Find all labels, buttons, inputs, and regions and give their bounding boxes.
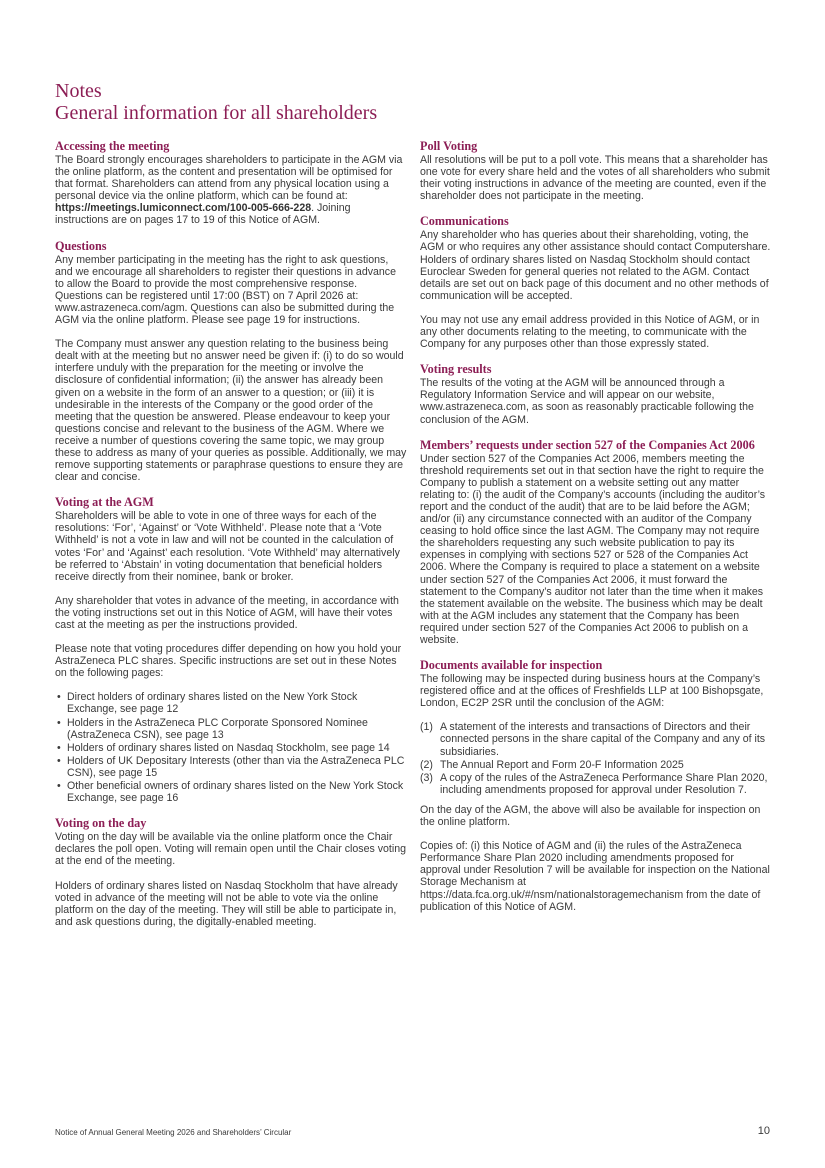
list-item-number: (3) [420,771,433,784]
section-communications [420,215,772,350]
title-line-notes: Notes [55,80,102,102]
heading-accessing-meeting: Accessing the meeting [55,139,170,153]
heading-voting-at-agm: Voting at the AGM [55,495,154,510]
results-paragraph: The results of the voting at the AGM will be announced through a Regulatory Information Service and will appear on our website, www.astrazeneca.com, as soon as reasonably practicable following the conclusion of the AGM. [420,377,754,426]
members-paragraph: Under section 527 of the Companies Act 2006, members meeting the threshold requirements set out in that section have the right to require the Company to publish a statement on a website setting out any matter relating to: (i) the audit of the Company’s accounts (including the auditor’s report and the conduct of the audit) that are to be laid before the AGM; and/or (ii) any circumstance connected with an auditor of the Company ceasing to hold office since the last AGM. The Company may not require the shareholders requesting any such website publication to pay its expenses in complying with sections 527 or 528 of the Companies Act 2006. Where the Company is required to place a statement on a website under section 527 of the Companies Act 2006, it must forward the statement to the Company’s auditor not later than the time when it makes the statement available on the website. The business which may be dealt with at the AGM includes any statement that the Company has been required under section 527 of the Companies Act 2006 to publish on a website. [420,452,766,646]
questions-paragraph-2: The Company must answer any question relating to the business being dealt with at the meeting but no answer need be given if: (i) to do so would interfere unduly with the preparation for the meeting or involve the disclosure of confidential information; (ii) the answer has already been given on a website in the form of an answer to a question; or (iii) it is undesirable in the interests of the Company or the good order of the meeting that the question be answered. Please endeavour to keep your questions concise and relevant to the business of the AGM. Where we receive a number of questions covering the same topic, we may group these to address as many of your queries as possible. Additionally, we may remove supporting statements or paraphrase questions to ensure they are clear and concise. [55,338,407,484]
poll-paragraph: All resolutions will be put to a poll vote. This means that a shareholder has one vote for every share held and the votes of all shareholders who submit their voting instructions in advance of the meeting are counted, even if the shareholder does not participate in the meeting. [420,154,770,203]
list-item: • Holders in the AstraZeneca PLC Corporate Sponsored Nominee (AstraZeneca CSN), see page 13 [55,717,407,741]
section-documents-inspection [420,659,772,913]
voting-day-paragraph-1: Voting on the day will be available via the online platform once the Chair declares the poll open. Voting will remain open until the Chair closes voting at the end of the meeting. [55,831,406,868]
communications-paragraph-1: Any shareholder who has queries about their shareholding, voting, the AGM or who requires any other assistance should contact Computershare. Holders of ordinary shares listed on Nasdaq Stockholm should contact Euroclear Sweden for general queries not related to the AGM. Contact details are set out on back page of this document and no other methods of communication will be accepted. [420,229,771,302]
documents-list [420,721,772,796]
voting-day-paragraph-2: Holders of ordinary shares listed on Nasdaq Stockholm that have already voted in advance of the meeting will not be able to vote via the online platform on the day of the meeting. They will still be able to participate in, and ask questions during, the digitally-enabled meeting. [55,879,398,928]
page-title [55,80,377,124]
section-voting-results [420,363,772,425]
list-item: • Holders of ordinary shares listed on Nasdaq Stockholm, see page 14 [55,742,407,754]
documents-paragraph-3: Copies of: (i) this Notice of AGM and (ii) the rules of the AstraZeneca Performance Share Plan 2020 including amendments proposed for approval under Resolution 7 will be available for inspection on the National Storage Mechanism at https://data.fca.org.uk/#/nsm/nationalstoragemechanism from the date of publication of this Notice of AGM. [420,840,770,913]
title-line-general-info: General information for all shareholders [55,102,378,124]
list-item-text: A statement of the interests and transactions of Directors and their connected persons in the share capital of the Company and any of its subsidiaries. [440,721,766,758]
list-item [420,759,772,771]
accessing-text-end: . Joining instructions are on pages 17 to 19 of this Notice of AGM. [55,202,351,227]
voting-instructions-list [55,691,407,804]
documents-paragraph-1: The following may be inspected during business hours at the Company’s registered office and at the offices of Freshfields LLP at 100 Bishopsgate, London, EC2P 2SR until the conclusion of the AGM: [420,673,764,710]
list-item [420,772,772,796]
section-questions [55,240,407,484]
heading-questions: Questions [55,238,107,253]
questions-paragraph-1: Any member participating in the meeting has the right to ask questions, and we encourage all shareholders to register their questions in advance to allow the Board to provide the most comprehensive response. Questions can be registered until 17:00 (BST) on 7 April 2026 at: www.astrazeneca.com/agm. Questions can also be submitted during the AGM via the online platform. Please see page 19 for instructions. [55,253,396,327]
meeting-url-link[interactable]: https://meetings.lumiconnect.com/100-005-666-228 [55,202,312,215]
section-poll-voting [420,140,772,202]
voting-agm-paragraph-3: Please note that voting procedures differ depending on how you hold your AstraZeneca PLC shares. Specific instructions are set out in these Notes on the following pages: [55,643,402,680]
heading-communications: Communications [420,214,509,229]
voting-agm-paragraph-2: Any shareholder that votes in advance of the meeting, in accordance with the voting instructions set out in this Notice of AGM, will have their votes cast at the meeting as per the instructions provided. [55,594,399,631]
list-item-number: (1) [420,721,433,734]
heading-poll-voting: Poll Voting [420,139,478,153]
accessing-text: The Board strongly encourages shareholders to participate in the AGM via the online platform, as the content and presentation will be optimised for that format. Shareholders can attend from any physical location using a personal device via the online platform, which can be found at: [55,154,403,203]
list-item: • Holders of UK Depositary Interests (other than via the AstraZeneca PLC CSN), see page 15 [55,755,407,779]
heading-voting-on-day: Voting on the day [55,816,147,831]
list-item: • Other beneficial owners of ordinary shares listed on the New York Stock Exchange, see page 16 [55,780,407,804]
voting-agm-paragraph-1: Shareholders will be able to vote in one of three ways for each of the resolutions: ‘For’, ‘Against’ or ‘Vote Withheld’. Please note that a ‘Vote Withheld’ is not a vote in law and will not be counted in the calculation of votes ‘For’ and ‘Against’ each resolution. ‘Vote Withheld’ may alternatively be referred to ‘Abstain’ in voting documentation that beneficial holders receive directly from their nominee, bank or broker. [55,510,400,583]
documents-paragraph-2: On the day of the AGM, the above will also be available for inspection on the online platform. [420,803,761,829]
list-item-number: (2) [420,758,433,771]
page-number: 10 [757,1125,770,1137]
section-accessing-meeting [55,140,407,227]
section-voting-on-day [55,817,407,928]
left-column [55,140,407,941]
list-item-text: A copy of the rules of the AstraZeneca Performance Share Plan 2020, including amendments proposed for approval under Resolution 7. [440,771,768,796]
heading-voting-results: Voting results [420,362,492,377]
right-column [420,140,772,926]
list-item [420,721,772,757]
footer-document-title: Notice of Annual General Meeting 2026 and Shareholders’ Circular [55,1128,292,1137]
section-voting-at-agm [55,496,407,804]
list-item-text: The Annual Report and Form 20-F Information 2025 [440,758,684,771]
communications-paragraph-2: You may not use any email address provided in this Notice of AGM, or in any other documents relating to the meeting, to communicate with the Company for any purposes other than those expressly stated. [420,313,760,351]
list-item: • Direct holders of ordinary shares listed on the New York Stock Exchange, see page 12 [55,691,407,715]
heading-documents-inspection: Documents available for inspection [420,658,603,673]
accessing-paragraph [55,154,407,227]
heading-members-requests: Members’ requests under section 527 of the Companies Act 2006 [420,437,755,452]
section-members-requests [420,439,772,647]
